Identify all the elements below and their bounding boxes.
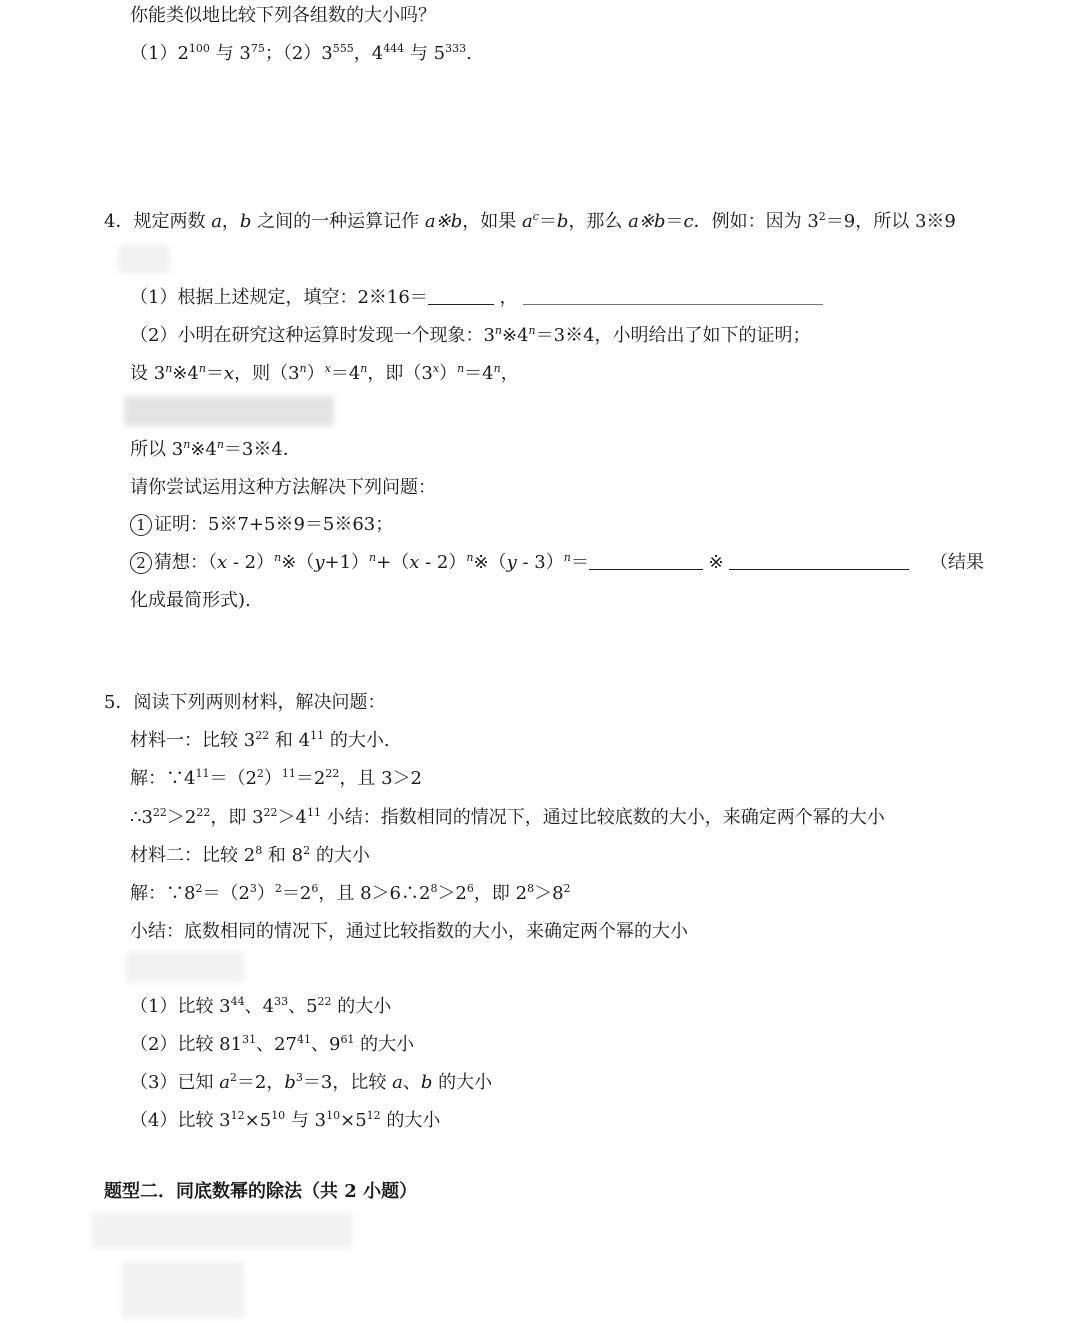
- q4-try: 请你尝试运用这种方法解决下列问题：: [130, 477, 436, 498]
- q5-material2: 材料二：比较 $2^8$ 和 $8^2$ 的大小: [130, 844, 370, 866]
- q5-summary2: 小结：底数相同的情况下，通过比较指数的大小，来确定两个幂的大小: [130, 921, 688, 942]
- q5-solution2: 解：$\because 8^2=(2^3)^2=2^6$，且 $8>6\therefore 2^8>2^6$，即 $2^8>8^2$: [130, 882, 571, 904]
- q4-statement: 4．规定两数 a，b 之间的一种运算记作 a※b，如果 $a^c=b$，那么 a※b＝c．例如：因为 $3^2=9$，所以 3※9: [104, 210, 956, 232]
- q4-item1: 1 证明：5※7+5※9＝5※63；: [130, 513, 393, 537]
- q5-question3: （3）已知 $a^2=2$，$b^3=3$，比较 a、b 的大小: [130, 1071, 493, 1093]
- answer-blank[interactable]: [729, 551, 909, 570]
- answer-blank[interactable]: [428, 286, 494, 305]
- section-heading: 题型二．同底数幂的除法（共 2 小题）: [104, 1181, 418, 1202]
- q5-solution1: 解：$\because 4^{11}=(2^2)^{11}=2^{22}$，且 3＞2: [130, 767, 422, 789]
- q4-proof-line3: 所以 $3^n※4^n=3※4$．: [130, 438, 301, 460]
- q5-material1: 材料一：比较 $3^{22}$ 和 $4^{11}$ 的大小.: [130, 729, 390, 751]
- blurred-area: [92, 1212, 352, 1248]
- blurred-area: [126, 952, 244, 982]
- blurred-area: [118, 245, 170, 273]
- q5-conclusion1: $\therefore 3^{22}>2^{22}$，即 $3^{22}>4^{11}$ 小结：指数相同的情况下，通过比较底数的大小，来确定两个幂的大小: [130, 806, 885, 828]
- answer-blank[interactable]: [523, 286, 823, 305]
- circled-number: 2: [130, 552, 152, 574]
- blurred-area: [122, 1262, 244, 1318]
- q5-question1: （1）比较 $3^{44}$、$4^{33}$、$5^{22}$ 的大小: [130, 995, 392, 1017]
- answer-blank[interactable]: [589, 551, 703, 570]
- q4-part1: （1）根据上述规定，填空：2※16＝ ，: [130, 286, 823, 310]
- q4-item2-tail: 化成最简形式).: [130, 590, 251, 611]
- q5-question2: （2）比较 $81^{31}$、$27^{41}$、$9^{61}$ 的大小: [130, 1033, 415, 1055]
- circled-number: 1: [130, 514, 152, 536]
- q5-intro: 5．阅读下列两则材料，解决问题：: [104, 692, 386, 713]
- q4-proof-line1: 设 $3^n※4^n=x$，则$(3^n)^x=4^n$，即$(3^x)^n=4^n$，: [130, 362, 519, 384]
- q3-intro: 你能类似地比较下列各组数的大小吗？: [130, 5, 436, 26]
- q5-question4: （4）比较 $3^{12}\times 5^{10}$ 与 $3^{10}\times 5^{12}$ 的大小: [130, 1109, 441, 1131]
- q4-item2: 2 猜想：$(x - 2)^n※(y+1)^n+(x$ - 2）$^n$※（y - 3）$^n$＝ ※: [130, 551, 909, 575]
- q3-parts: $(1)2^{100}$ 与 $3^{75}$；$(2)3^{555}$，$4^{444}$ 与 $5^{333}$.: [130, 42, 472, 64]
- q4-part2: （2）小明在研究这种运算时发现一个现象：$3^n※4^n=3※4$，小明给出了如下的证明；: [130, 324, 811, 346]
- q4-item2-note: （结果: [930, 552, 984, 573]
- blurred-area: [124, 396, 334, 426]
